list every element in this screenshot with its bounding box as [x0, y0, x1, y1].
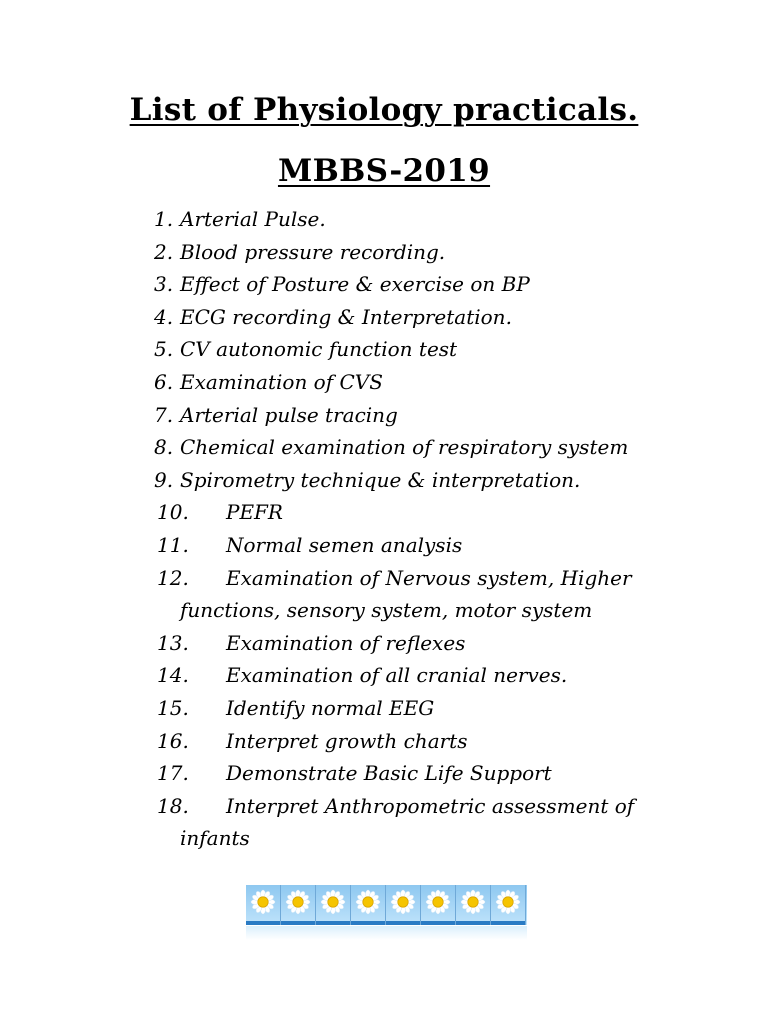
list-item-text: Interpret growth charts: [226, 728, 468, 753]
list-item-text: ECG recording & Interpretation.: [180, 304, 512, 329]
list-item-number: 18.: [157, 793, 189, 818]
border-tile: [281, 885, 316, 925]
list-item-number: 9.: [154, 467, 174, 492]
list-item: [0, 659, 656, 692]
border-tile: [316, 885, 351, 925]
list-item-number: 6.: [154, 369, 174, 394]
border-tile: [386, 885, 421, 925]
list-item-text: Chemical examination of respiratory system: [180, 435, 629, 460]
list-item-text: Examination of Nervous system, Higher: [226, 565, 632, 590]
list-item: [0, 301, 650, 334]
border-tile: [421, 885, 456, 925]
list-item-text-continued: functions, sensory system, motor system: [180, 598, 593, 623]
list-item-number: 2.: [154, 239, 174, 264]
list-item-text: Examination of reflexes: [226, 630, 466, 655]
border-tile: [246, 885, 281, 925]
border-tile: [456, 885, 491, 925]
list-item: [0, 464, 650, 497]
practicals-list: [0, 203, 768, 855]
list-item: [0, 399, 650, 432]
list-item-text: Identify normal EEG: [226, 695, 435, 720]
list-item: [0, 627, 656, 660]
sun-flower-icon: [459, 888, 487, 916]
list-item: [0, 431, 650, 464]
document-subtitle: MBBS-2019: [277, 153, 491, 189]
list-item-number: 10.: [157, 500, 189, 525]
list-item-number: 12.: [157, 565, 189, 590]
list-item-text: Interpret Anthropometric assessment of: [226, 793, 635, 818]
list-item: [0, 268, 650, 301]
list-item-text: PEFR: [226, 500, 283, 525]
sun-flower-icon: [284, 888, 312, 916]
list-item: [0, 725, 656, 758]
border-tile: [351, 885, 386, 925]
list-item: [0, 333, 650, 366]
list-item-number: 15.: [157, 695, 189, 720]
sun-flower-icon: [354, 888, 382, 916]
list-item-text: Spirometry technique & interpretation.: [180, 467, 581, 492]
list-item: [0, 203, 650, 236]
sun-flower-icon: [424, 888, 452, 916]
list-item: [0, 496, 656, 529]
list-item-number: 3.: [154, 272, 174, 297]
sun-flower-icon: [249, 888, 277, 916]
sun-flower-icon: [319, 888, 347, 916]
list-item-text: Arterial pulse tracing: [180, 402, 398, 427]
decorative-border: [246, 885, 527, 925]
sun-flower-icon: [494, 888, 522, 916]
list-item-text: CV autonomic function test: [180, 337, 458, 362]
list-item: [0, 757, 656, 790]
decorative-border-reflection: [246, 926, 527, 940]
list-item-number: 4.: [154, 304, 174, 329]
list-item-text: Arterial Pulse.: [180, 207, 326, 231]
list-item-number: 1.: [154, 207, 174, 231]
list-item-number: 14.: [157, 663, 189, 688]
list-item: [0, 529, 656, 562]
list-item-text: Blood pressure recording.: [180, 239, 446, 264]
border-tile: [491, 885, 526, 925]
list-item-number: 5.: [154, 337, 174, 362]
list-item-text: Effect of Posture & exercise on BP: [180, 272, 530, 297]
list-item-number: 17.: [157, 761, 189, 786]
list-item-number: 13.: [157, 630, 189, 655]
list-item: [0, 790, 656, 855]
list-item-text: Normal semen analysis: [226, 532, 463, 557]
list-item-text: Examination of CVS: [180, 369, 383, 394]
list-item-text-continued: infants: [180, 826, 250, 851]
list-item: [0, 692, 656, 725]
list-item-number: 11.: [157, 532, 189, 557]
list-item-text: Examination of all cranial nerves.: [226, 663, 568, 688]
list-item-number: 16.: [157, 728, 189, 753]
list-item-number: 8.: [154, 435, 174, 460]
sun-flower-icon: [389, 888, 417, 916]
list-item: [0, 562, 656, 627]
list-item: [0, 236, 650, 269]
list-item-number: 7.: [154, 402, 174, 427]
list-item: [0, 366, 650, 399]
list-item-text: Demonstrate Basic Life Support: [226, 761, 552, 786]
document-title: List of Physiology practicals.: [129, 92, 639, 128]
